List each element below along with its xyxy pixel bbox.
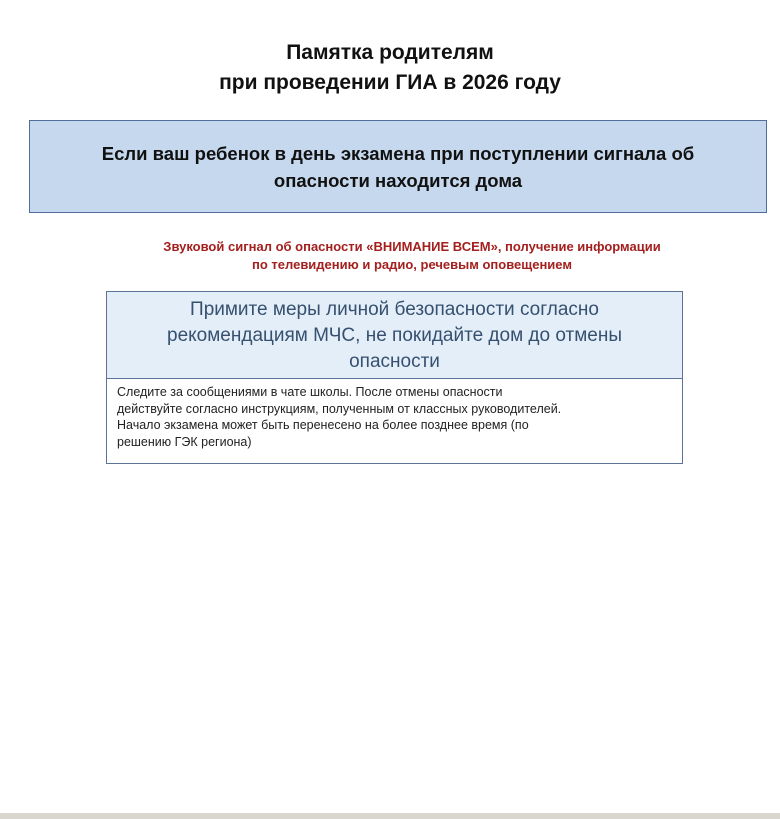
bottom-divider xyxy=(0,813,780,819)
instruction-card xyxy=(106,291,683,464)
instruction-heading-line-3: опасности xyxy=(349,351,440,372)
instruction-body-line-3: Начало экзамена может быть перенесено на более позднее время (по xyxy=(117,418,529,432)
instruction-body-line-4: решению ГЭК региона) xyxy=(117,434,252,449)
alert-signal-note xyxy=(0,238,780,274)
instruction-body-line-1: Следите за сообщениями в чате школы. После отмены опасности xyxy=(117,385,503,399)
instruction-card-body xyxy=(107,379,682,450)
alert-signal-line-1: Звуковой сигнал об опасности «ВНИМАНИЕ ВСЕМ», получение информации xyxy=(163,239,661,254)
page-title xyxy=(0,38,780,98)
situation-banner-text xyxy=(102,140,694,194)
instruction-card-heading xyxy=(107,292,682,379)
page-title-line-2: при проведении ГИА в 2026 году xyxy=(219,71,561,94)
situation-banner-line-1: Если ваш ребенок в день экзамена при поступлении сигнала об xyxy=(101,142,695,164)
instruction-heading-line-2: рекомендациям МЧС, не покидайте дом до отмены xyxy=(167,325,622,346)
page-title-line-1: Памятка родителям xyxy=(286,41,494,64)
instruction-body-line-2: действуйте согласно инструкциям, полученным от классных руководителей. xyxy=(117,401,562,416)
instruction-heading-line-1: Примите меры личной безопасности согласно xyxy=(190,299,599,320)
situation-banner xyxy=(29,120,767,213)
alert-signal-line-2: по телевидению и радио, речевым оповещением xyxy=(252,257,572,272)
situation-banner-line-2: опасности находится дома xyxy=(273,169,523,191)
